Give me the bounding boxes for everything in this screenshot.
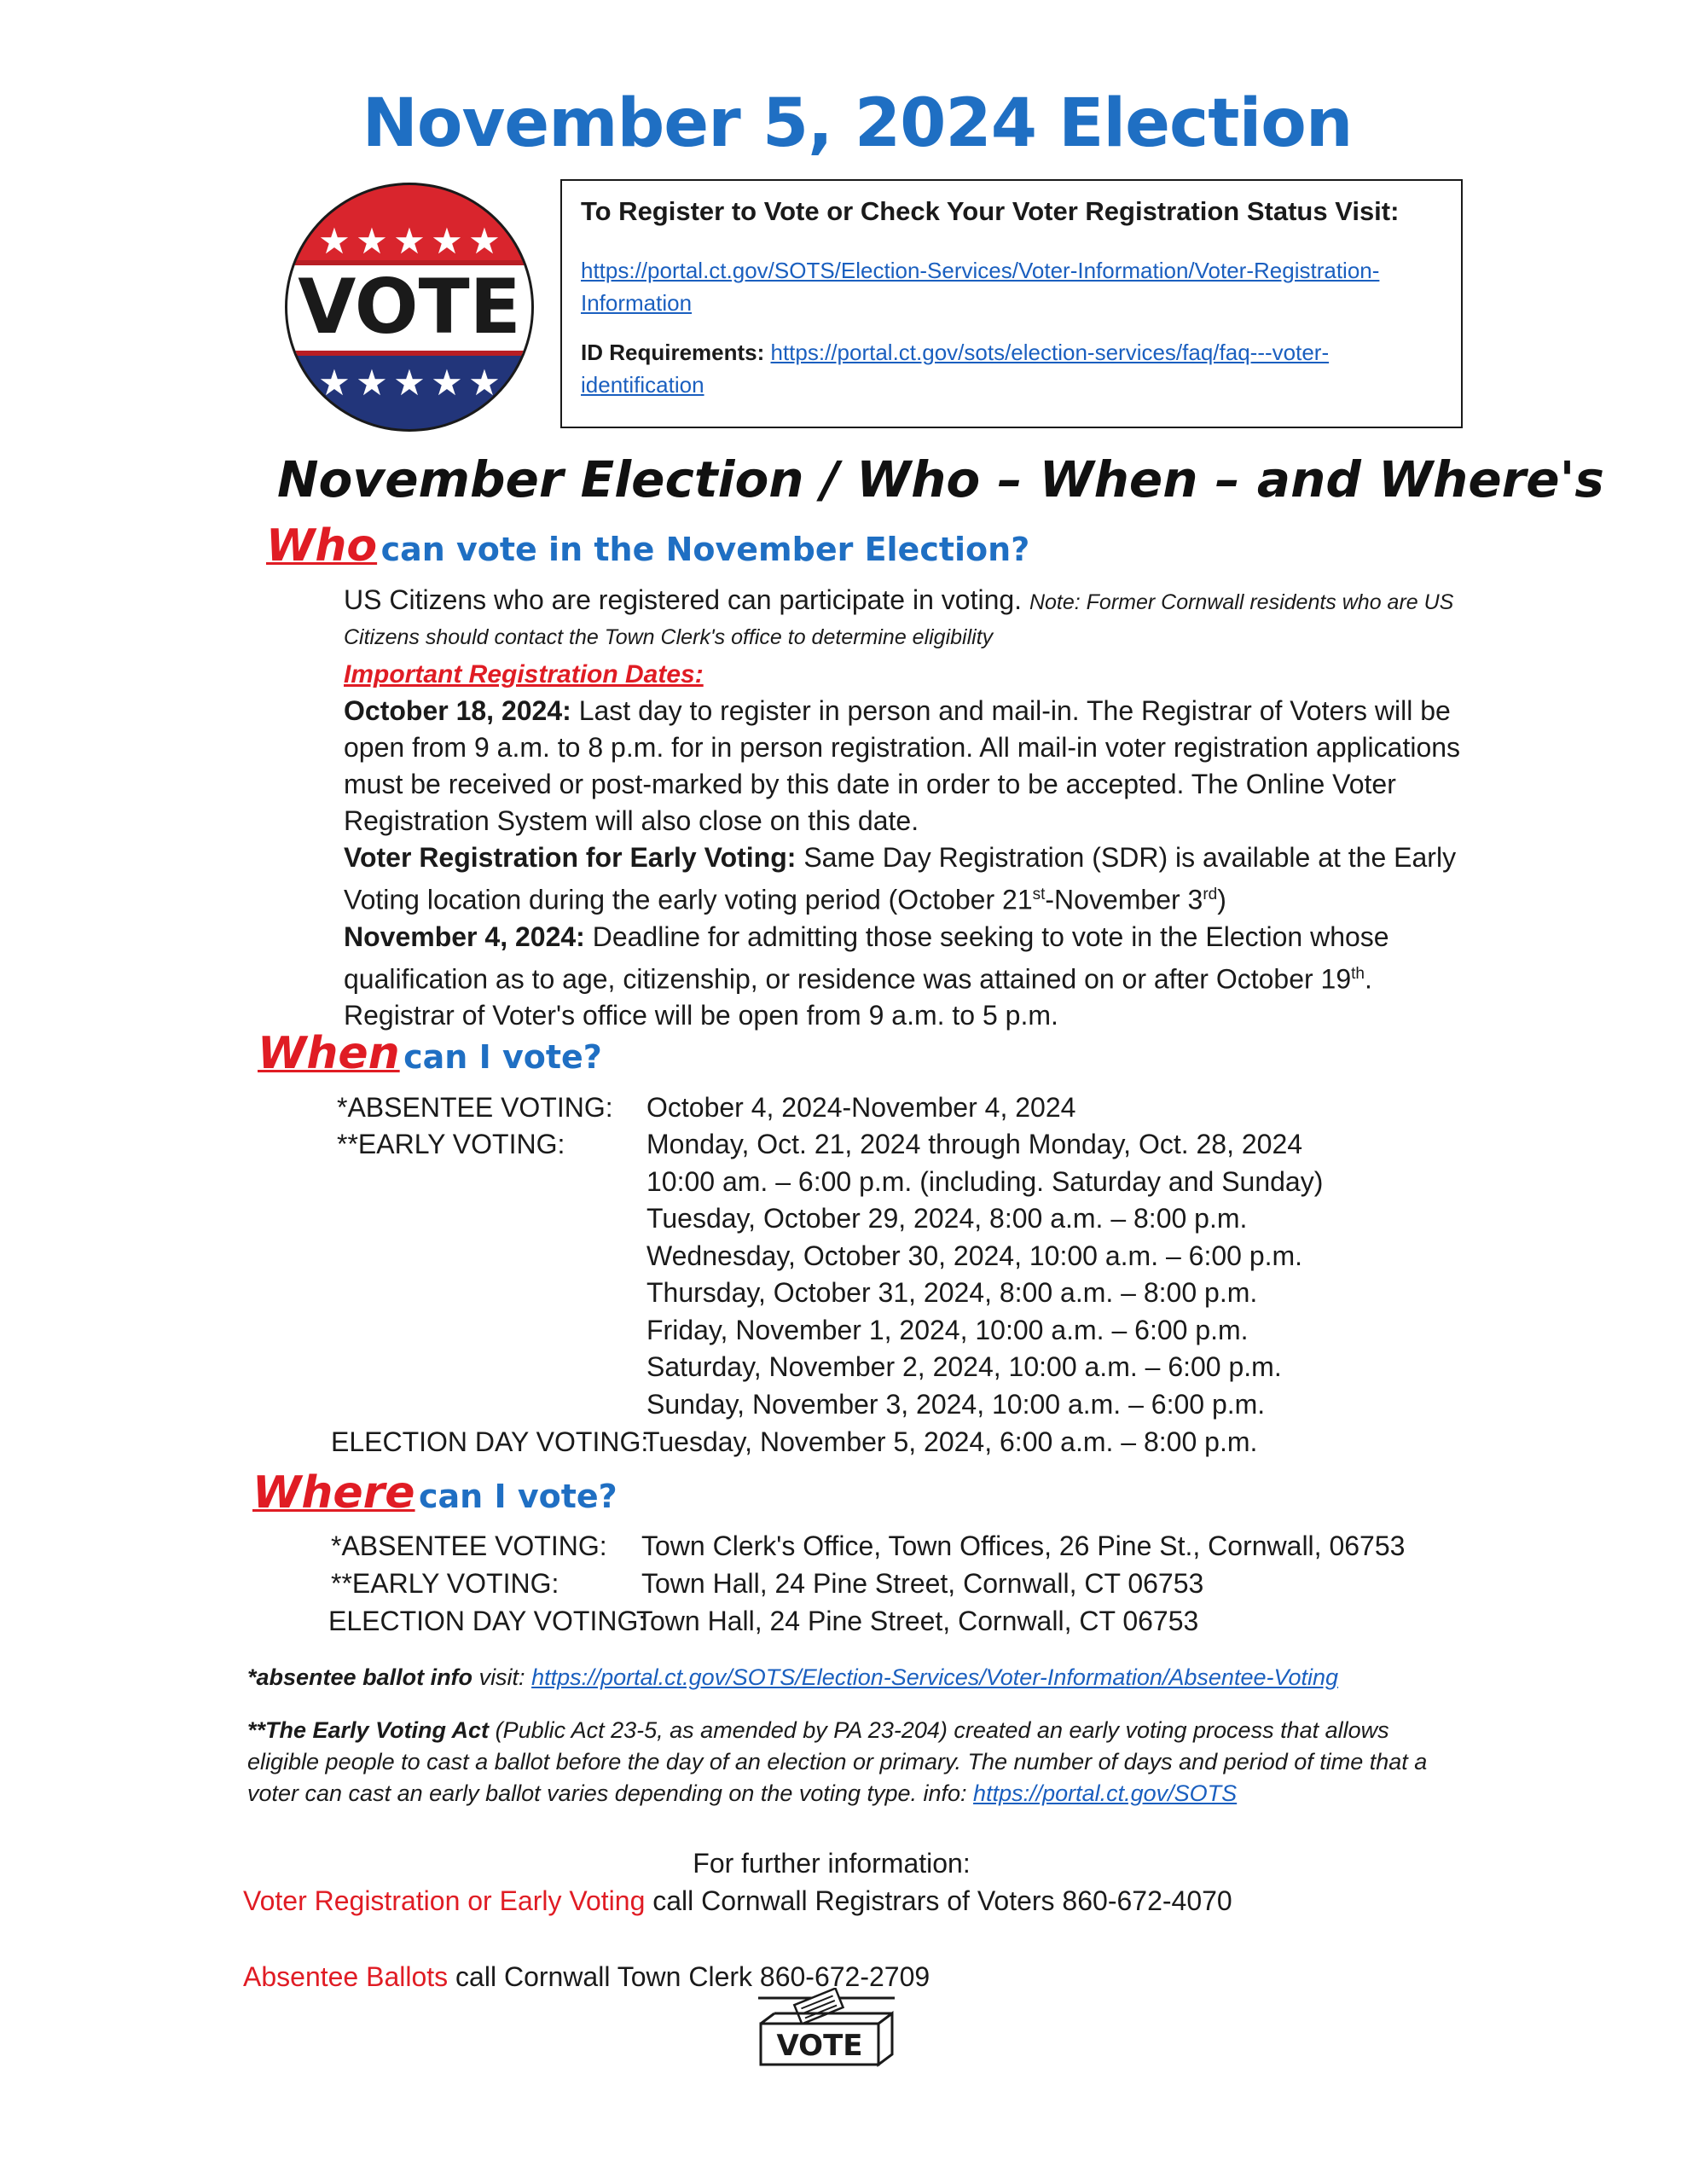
citizens-text: US Citizens who are registered can participate in voting.	[344, 584, 1023, 615]
contact-heading: For further information:	[693, 1848, 971, 1879]
svg-text:★: ★	[468, 362, 501, 404]
who-word: Who	[266, 520, 378, 572]
sup-rd: rd	[1203, 886, 1218, 903]
ballot-box-text: VOTE	[776, 2029, 863, 2063]
when-absentee-label: *ABSENTEE VOTING:	[337, 1092, 613, 1123]
where-absentee-value: Town Clerk's Office, Town Offices, 26 Pine St., Cornwall, 06753	[641, 1531, 1406, 1561]
where-absentee-label: *ABSENTEE VOTING:	[331, 1531, 607, 1561]
absentee-footnote-visit: visit:	[478, 1664, 525, 1690]
contact-line-registrars	[243, 1883, 1232, 1920]
when-absentee-value: October 4, 2024-November 4, 2024	[646, 1092, 1076, 1123]
section-subtitle: November Election / Who – When – and Where's	[277, 450, 1604, 508]
where-word: Where	[252, 1467, 415, 1519]
early-line-0: Monday, Oct. 21, 2024 through Monday, Oct. 28, 2024	[646, 1129, 1303, 1159]
when-eday-label: ELECTION DAY VOTING:	[331, 1426, 649, 1457]
registration-dates-heading: Important Registration Dates:	[344, 660, 704, 688]
early-line-7: Sunday, November 3, 2024, 10:00 a.m. – 6:00 p.m.	[646, 1389, 1266, 1420]
svg-text:★: ★	[318, 220, 351, 262]
former-residents-note: Note: Former Cornwall residents who are US Citizens should contact the Town Clerk's office to determine eligibility	[344, 590, 1454, 649]
sup-th: th	[1351, 964, 1365, 983]
early-line-6: Saturday, November 2, 2024, 10:00 a.m. – 6:00 p.m.	[646, 1351, 1282, 1382]
nov4-text: Deadline for admitting those seeking to vote in the Election whose qualification as to age, citizenship, or residence was attained on or after October 19	[344, 921, 1389, 995]
when-word: When	[258, 1028, 400, 1079]
page-title: November 5, 2024 Election	[362, 85, 1353, 162]
early-line-1: 10:00 am. – 6:00 p.m. (including. Saturday and Sunday)	[646, 1166, 1324, 1197]
where-early-value: Town Hall, 24 Pine Street, Cornwall, CT 06753	[641, 1568, 1204, 1599]
svg-text:★: ★	[431, 220, 463, 262]
early-registration-text: Same Day Registration (SDR) is available at the Early Voting location during the early voting period (October 21	[344, 842, 1457, 915]
id-requirements-link[interactable]: https://portal.ct.gov/sots/election-services/faq/faq---voter-identification	[581, 340, 1330, 398]
early-act-text: (Public Act 23-5, as amended by PA 23-204) created an early voting process that allows eligible people to cast a ballot before the day of an election or primary. The number of days and period of time that a voter can cast an early ballot varies depending on the voting type. info:	[247, 1717, 1428, 1806]
contact-registration-label: Voter Registration or Early Voting	[243, 1885, 646, 1916]
contact-absentee-label: Absentee Ballots	[243, 1961, 449, 1992]
absentee-voting-link[interactable]: https://portal.ct.gov/SOTS/Election-Services/Voter-Information/Absentee-Voting	[531, 1664, 1339, 1690]
early-act-title: **The Early Voting Act	[247, 1717, 490, 1743]
where-heading-text: can I vote?	[419, 1478, 617, 1515]
oct18-text: Last day to register in person and mail-in. The Registrar of Voters will be open from 9 a.m. to 8 p.m. for in person registration. All mail-in voter registration applications must be received or post-marked by this date in order to be accepted. The Online Voter Registration System will also close on this date.	[344, 695, 1461, 836]
who-body	[344, 584, 1470, 1034]
early-line-3: Wednesday, October 30, 2024, 10:00 a.m. – 6:00 p.m.	[646, 1240, 1303, 1271]
svg-text:★: ★	[356, 362, 388, 404]
id-requirements-label: ID Requirements:	[581, 340, 765, 365]
absentee-footnote	[247, 1662, 1338, 1693]
when-heading-text: can I vote?	[403, 1038, 602, 1076]
registration-heading: To Register to Vote or Check Your Voter Registration Status Visit:	[581, 196, 1400, 226]
early-line-5: Friday, November 1, 2024, 10:00 a.m. – 6:00 p.m.	[646, 1315, 1249, 1345]
contact-registrars-text: call Cornwall Registrars of Voters 860-672-4070	[652, 1885, 1232, 1916]
where-heading	[252, 1467, 617, 1519]
when-eday-value: Tuesday, November 5, 2024, 6:00 a.m. – 8:00 p.m.	[643, 1426, 1258, 1457]
where-early-label: **EARLY VOTING:	[331, 1568, 559, 1599]
early-voting-act-footnote	[247, 1715, 1441, 1809]
nov4-end: .	[1364, 963, 1372, 995]
when-heading	[258, 1028, 602, 1079]
svg-text:★: ★	[356, 220, 388, 262]
nov4-label: November 4, 2024:	[344, 921, 585, 952]
sup-st: st	[1032, 886, 1046, 903]
early-line-4: Thursday, October 31, 2024, 8:00 a.m. – 8:00 p.m.	[646, 1277, 1258, 1308]
svg-text:★: ★	[468, 220, 501, 262]
early-registration-label: Voter Registration for Early Voting:	[344, 842, 797, 873]
badge-text: VOTE	[298, 263, 521, 351]
register-link[interactable]: https://portal.ct.gov/SOTS/Election-Services/Voter-Information/Voter-Registration-Information	[581, 258, 1380, 316]
vote-badge-icon	[281, 175, 537, 439]
where-eday-label: ELECTION DAY VOTING:	[328, 1606, 646, 1636]
early-end: )	[1217, 884, 1226, 915]
who-heading-text: can vote in the November Election?	[380, 531, 1030, 568]
absentee-footnote-prefix: *absentee ballot info	[247, 1664, 473, 1690]
oct18-label: October 18, 2024:	[344, 695, 571, 726]
sots-link[interactable]: https://portal.ct.gov/SOTS	[973, 1780, 1238, 1806]
early-line-2: Tuesday, October 29, 2024, 8:00 a.m. – 8:00 p.m.	[646, 1203, 1248, 1234]
ballot-box-icon	[754, 1988, 899, 2069]
early-mid: -November 3	[1045, 884, 1203, 915]
svg-text:★: ★	[393, 362, 426, 404]
registration-info-box	[560, 179, 1463, 428]
nov4-hours: Registrar of Voter's office will be open from 9 a.m. to 5 p.m.	[344, 1000, 1058, 1031]
when-early-label: **EARLY VOTING:	[337, 1129, 565, 1159]
where-eday-value: Town Hall, 24 Pine Street, Cornwall, CT 06753	[636, 1606, 1199, 1636]
contact-clerk-text: call Cornwall Town Clerk 860-672-2709	[455, 1961, 930, 1992]
svg-text:★: ★	[318, 362, 351, 404]
svg-text:★: ★	[393, 220, 426, 262]
who-heading	[266, 520, 1029, 572]
svg-text:★: ★	[431, 362, 463, 404]
